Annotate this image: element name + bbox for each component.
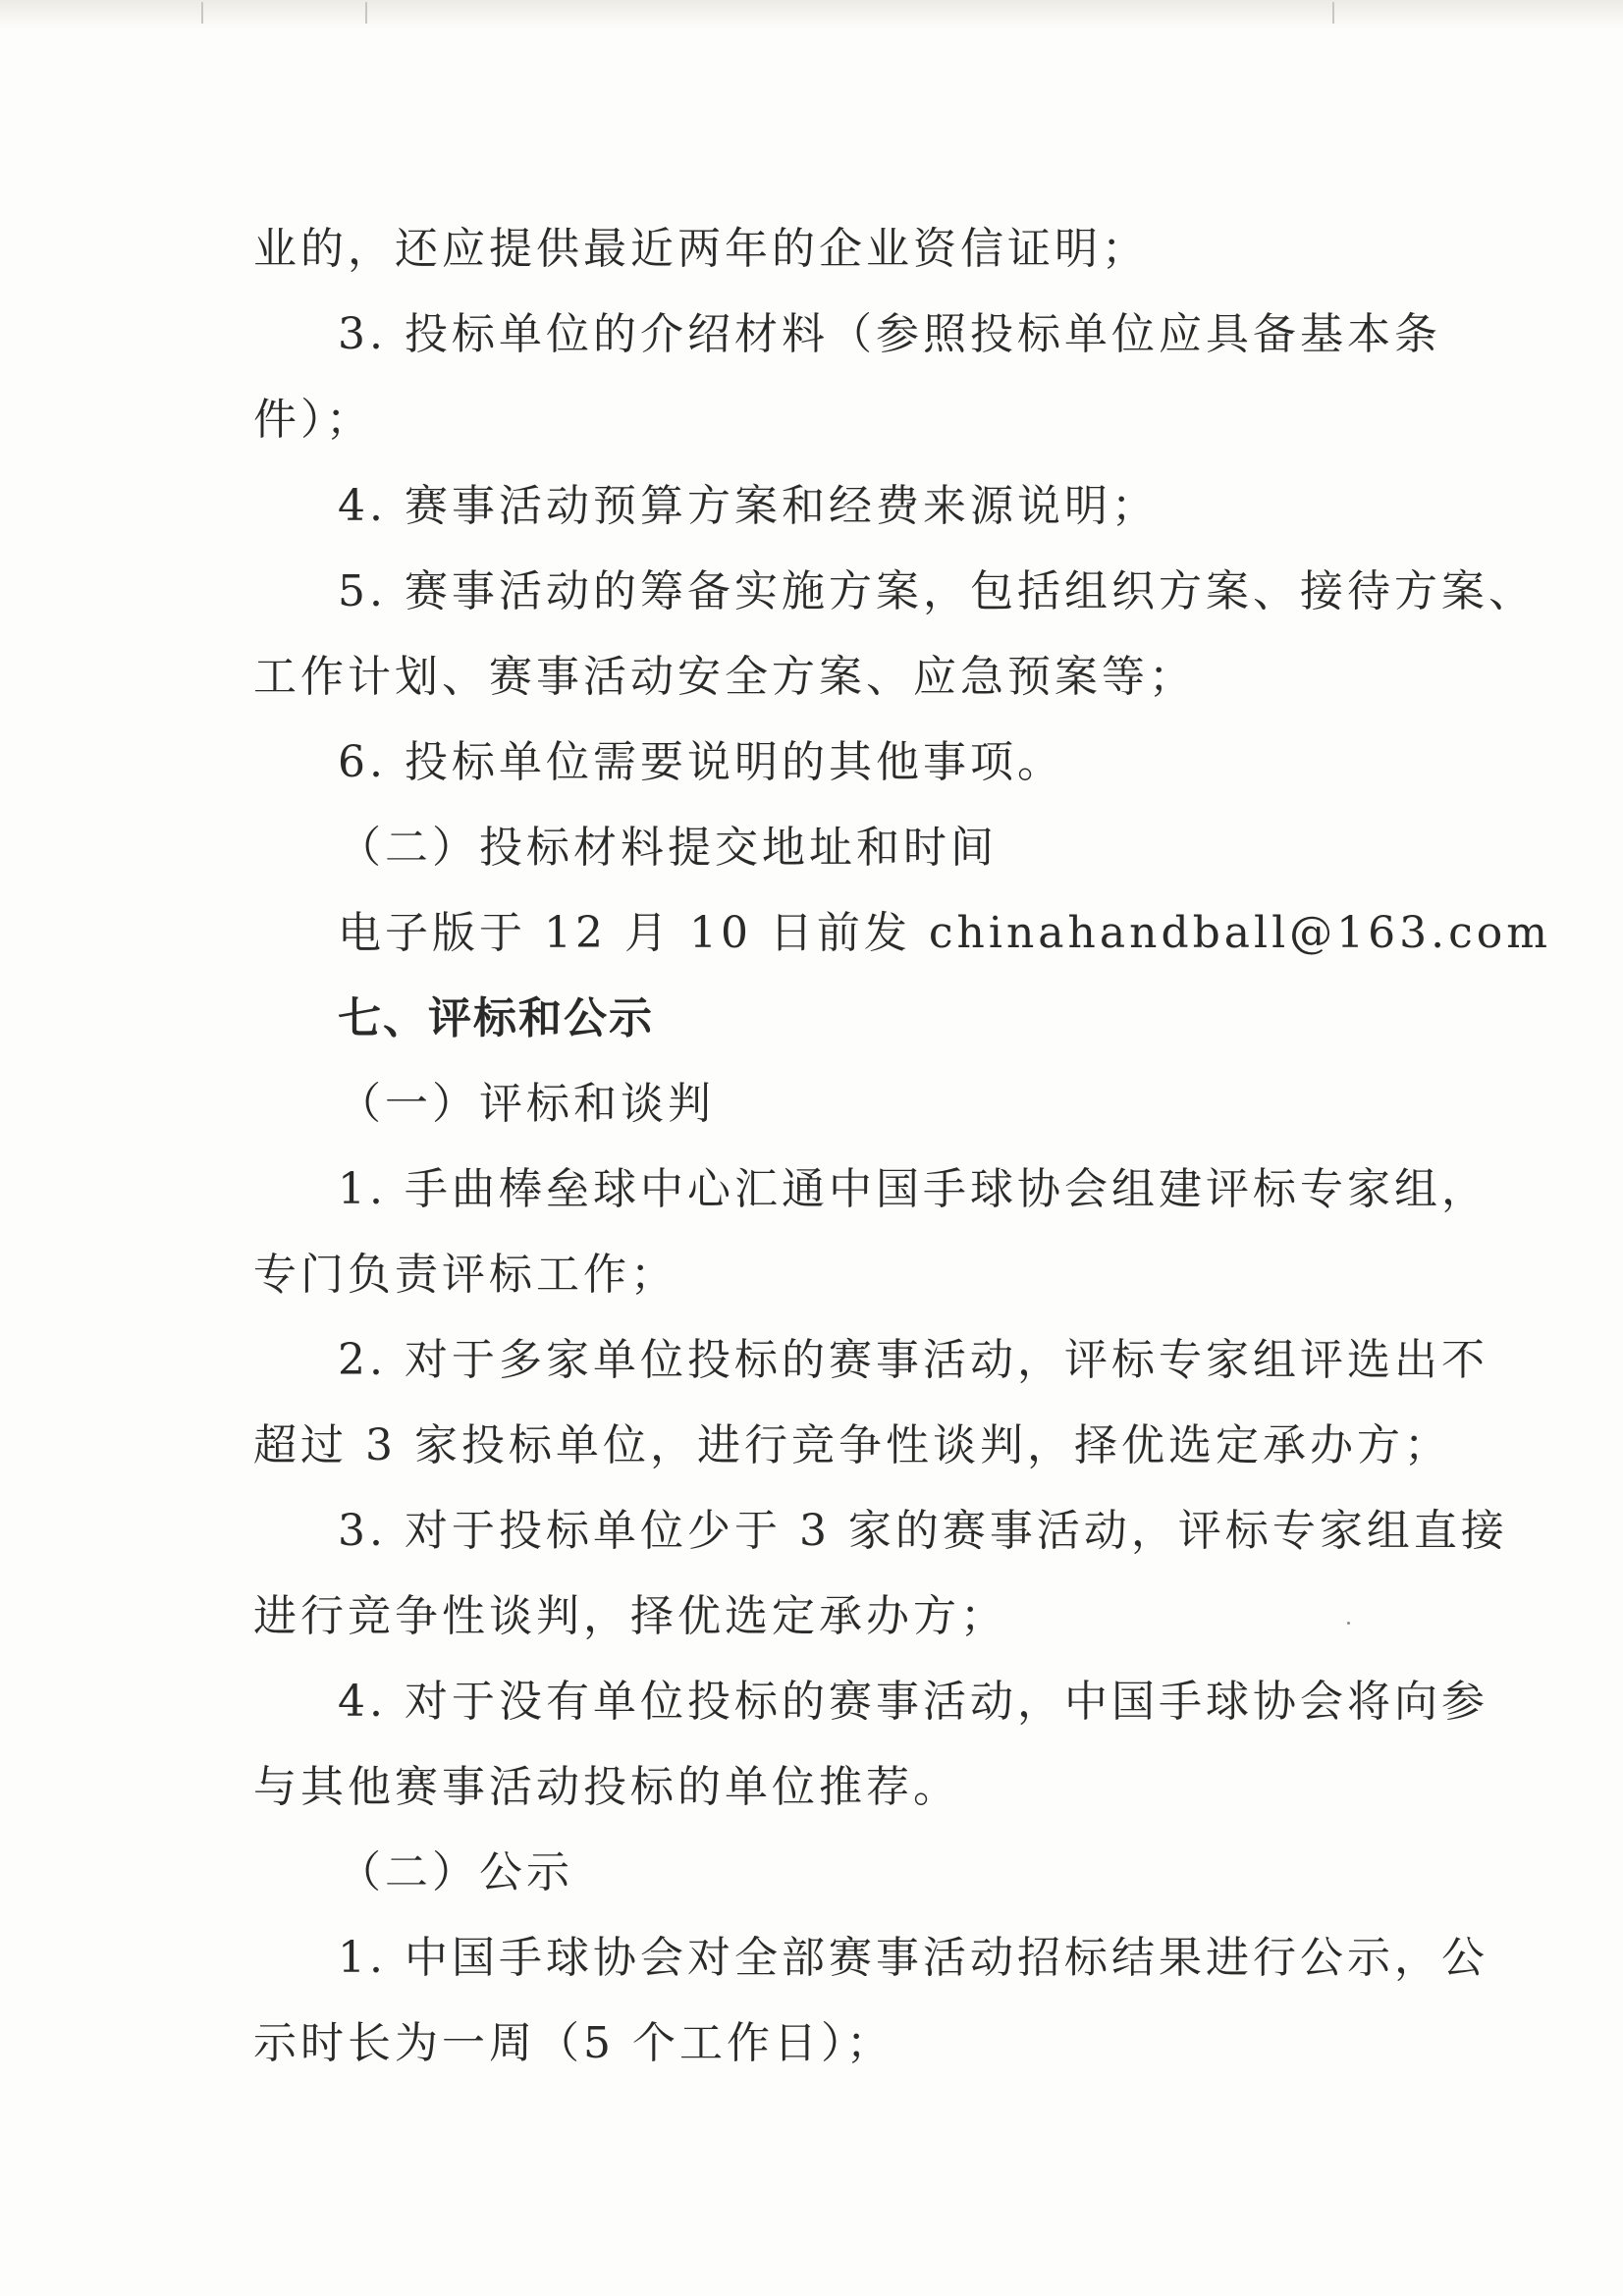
paragraph-line: 进行竞争性谈判，择优选定承办方；: [253, 1591, 1007, 1641]
scan-speck: [1347, 1622, 1350, 1625]
paragraph-line: 3. 投标单位的介绍材料（参照投标单位应具备基本条: [338, 309, 1441, 359]
paragraph-line: 3. 对于投标单位少于 3 家的赛事活动，评标专家组直接: [338, 1506, 1508, 1556]
subheading: （一）评标和谈判: [338, 1079, 715, 1129]
paragraph-line: 超过 3 家投标单位，进行竞争性谈判，择优选定承办方；: [253, 1420, 1451, 1470]
paragraph-line: 工作计划、赛事活动安全方案、应急预案等；: [253, 652, 1196, 702]
scan-mark: [365, 2, 367, 24]
paragraph-line: 业的，还应提供最近两年的企业资信证明；: [253, 224, 1149, 274]
paragraph-line: 1. 中国手球协会对全部赛事活动招标结果进行公示，公: [338, 1933, 1488, 1983]
subheading: （二）公示: [338, 1847, 573, 1897]
paragraph-line: 件）；: [253, 395, 373, 445]
paragraph-line: 电子版于 12 月 10 日前发 chinahandball@163.com: [338, 908, 1551, 958]
section-heading: 七、评标和公示: [338, 993, 654, 1043]
paragraph-line: 6. 投标单位需要说明的其他事项。: [338, 737, 1064, 787]
scan-mark: [1332, 2, 1334, 24]
paragraph-line: 专门负责评标工作；: [253, 1250, 677, 1300]
scan-edge: [0, 0, 1623, 29]
paragraph-line: 与其他赛事活动投标的单位推荐。: [253, 1762, 960, 1812]
paragraph-line: 示时长为一周（5 个工作日）；: [253, 2018, 893, 2068]
scan-mark: [201, 2, 203, 24]
paragraph-line: 2. 对于多家单位投标的赛事活动，评标专家组评选出不: [338, 1335, 1488, 1385]
paragraph-line: 4. 对于没有单位投标的赛事活动，中国手球协会将向参: [338, 1677, 1488, 1727]
paragraph-line: 4. 赛事活动预算方案和经费来源说明；: [338, 481, 1159, 531]
paragraph-line: 1. 手曲棒垒球中心汇通中国手球协会组建评标专家组，: [338, 1164, 1488, 1214]
paragraph-line: 5. 赛事活动的筹备实施方案，包括组织方案、接待方案、: [338, 566, 1536, 616]
subheading: （二）投标材料提交地址和时间: [338, 823, 998, 873]
